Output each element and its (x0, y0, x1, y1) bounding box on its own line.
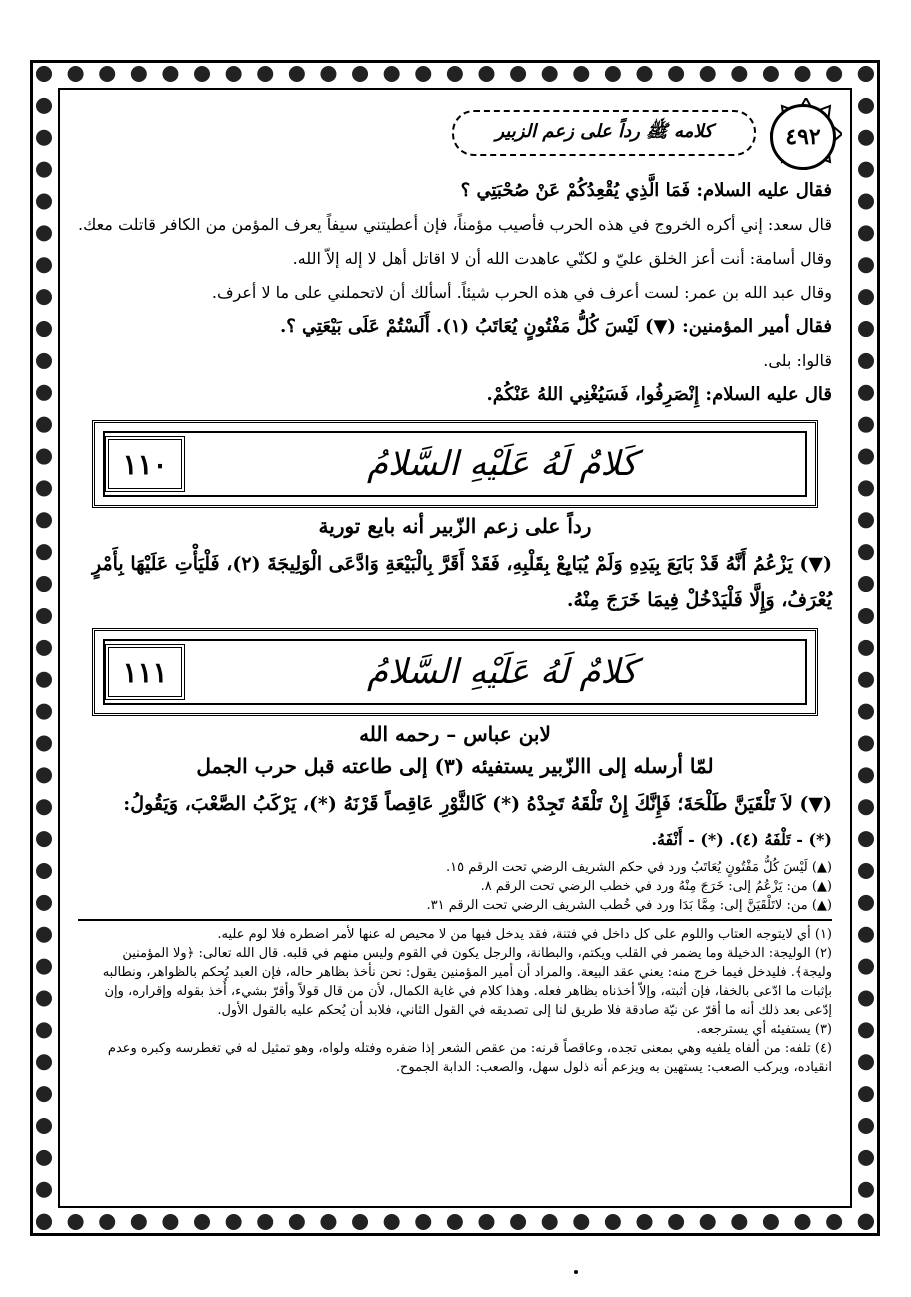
page-header (64, 92, 846, 176)
section-quote: (▼) يَزْعُمُ أَنَّهُ قَدْ بَايَعَ بِيَدِهِ وَلَمْ يُبَايِعْ بِقَلْبِهِ، فَقَدْ أَقَرَّ بِالْبَيْعَةِ وَادَّعَى الْوَلِيجَةَ (٢)، فَلْيَأْتِ عَلَيْهَا بِأَمْرٍ يُعْرَفُ، وَإِلَّا فَلْيَدْخُلْ فِيمَا خَرَجَ مِنْهُ. (91, 553, 832, 611)
banner-title: كَلامٌ لَهُ عَلَيْهِ السَّلامُ (366, 444, 638, 484)
section-subtitle: رداً على زعم الزّبير أنه بايع تورية (318, 514, 592, 538)
paragraph: فقال أمير المؤمنين: (▼) لَيْسَ كُلُّ مَفْتُونٍ يُعَاتَبُ (١). أَلَسْتُمْ عَلَى بَيْعَتِي ؟. (279, 316, 832, 337)
section-banner-110 (92, 420, 818, 508)
section-number: ١١٠ (105, 436, 185, 492)
footnote: (٤) تلفه: من ألفاه يلفيه وهي بمعنى تجده، وعاقصاً قرنه: من عقص الشعر إذا ضفره وفتله ولواه، وهو تمثيل له في تغطرسه وكبره وعدم انقياده، ويركب الصعب: يستهين به ويزعم أنه ذلول سهل، والصعب: الدابة الجموح. (107, 1041, 832, 1075)
footnote: (▲) من: لاتَلْقَيَنَّ إلى: مِمَّا بَدَا ورد في خُطب الشريف الرضي تحت الرقم ٣١. (426, 898, 832, 913)
section-quote: (▼) لاَ تَلْقَيَنَّ طَلْحَةَ؛ فَإِنَّكَ إِنْ تَلْقَهُ تَجِدْهُ (*) كَالثَّوْرِ عَاقِصاً قَرْنَهُ (*)، يَرْكَبُ الصَّعْبَ، وَيَقُولُ: (123, 793, 832, 815)
footnote: (▲) من: يَزْعُمُ إلى: خَرَجَ مِنْهُ ورد في خطب الرضي تحت الرقم ٨. (480, 879, 832, 894)
banner-title: كَلامٌ لَهُ عَلَيْهِ السَّلامُ (366, 652, 638, 692)
footnote: (١) أي لايتوجه العتاب واللوم على كل داخل في فتنة، فقد يدخل فيها من لا محيص له عنها لأمر اضطره فلا لوم عليه. (217, 927, 832, 942)
section-subtitle-2: لمّا أرسله إلى االزّبير يستفيئه (٣) إلى طاعته قبل حرب الجمل (196, 754, 714, 778)
footnote: (٣) يستفيئه أي يسترجعه. (696, 1022, 832, 1037)
page-content (64, 92, 846, 1204)
footnote: (▲) لَيْسَ كُلُّ مَفْتُونٍ يُعَاتَبُ ورد في حكم الشريف الرضي تحت الرقم ١٥. (446, 860, 832, 875)
section-subtitle: لابن عباس – رحمه الله (359, 722, 551, 746)
footnotes-notes (64, 925, 846, 1077)
footnotes-sources (64, 858, 846, 915)
section-number: ١١١ (105, 644, 185, 700)
running-head: كلامه ﷺ رداً على زعم الزبير (452, 110, 756, 156)
scan-dot (574, 1270, 578, 1274)
paragraph: وقال عبد الله بن عمر: لست أعرف في هذه الحرب شيئاً. أسألك أن لاتحملني على ما لا أعرف. (211, 283, 832, 302)
footnote: (٢) الوليجة: الدخيلة وما يضمر في القلب ويكتم، والبطانة، والرجل يكون في القوم وليس منهم في قلبه. قال الله تعالى: ﴿ولا المؤمنين وليجة﴾. فليدخل فيما خرج منه: يعني عقد البيعة. والمراد أن أمير المؤمنين يقول: نحن نأخذ بظاهر حاله، فإن العبد يُحكم بالظواهر، ونطالبه بإثبات ما ادّعى بالخفا، فإن أثبته، وإلاّ أخذناه بظاهر فعله. وهذا كلام في غاية الكمال، لأن من قال قولاً وأقرّ بشيء، أُخذ بقوله وإقراره، وإن إدّعى بعد ذلك أنه ما أقرّ عن نيّة صادقة فلا طريق لنا إلى تصديقه في القول الثاني، فلابد أن يُحكم عليه بالقول الأول. (102, 946, 832, 1018)
body-text (64, 176, 846, 410)
paragraph: فقال عليه السلام: فَمَا الَّذِي يُقْعِدُكُمْ عَنْ صُحْبَتِي ؟ (460, 180, 832, 201)
footnote-divider (78, 919, 832, 921)
paragraph: قالوا: بلى. (763, 351, 832, 370)
variant-readings: (*) - تَلْفَهُ (٤). (*) - أَنْفَهُ. (651, 830, 832, 849)
section-banner-111 (92, 628, 818, 716)
paragraph: وقال أسامة: أنت أعز الخلق عليّ و لكنّي عاهدت الله أن لا اقاتل أهل لا إله إلاّ الله. (292, 249, 832, 268)
paragraph: قال عليه السلام: إِنْصَرِفُوا، فَسَيُغْنِي اللهُ عَنْكُمْ. (486, 384, 832, 405)
page-number: ٤٩٢ (770, 104, 836, 170)
paragraph: قال سعد: إني أكره الخروج في هذه الحرب فأصيب مؤمناً، فإن أعطيتني سيفاً يعرف المؤمن من الكافر قاتلت معك. (78, 215, 832, 234)
